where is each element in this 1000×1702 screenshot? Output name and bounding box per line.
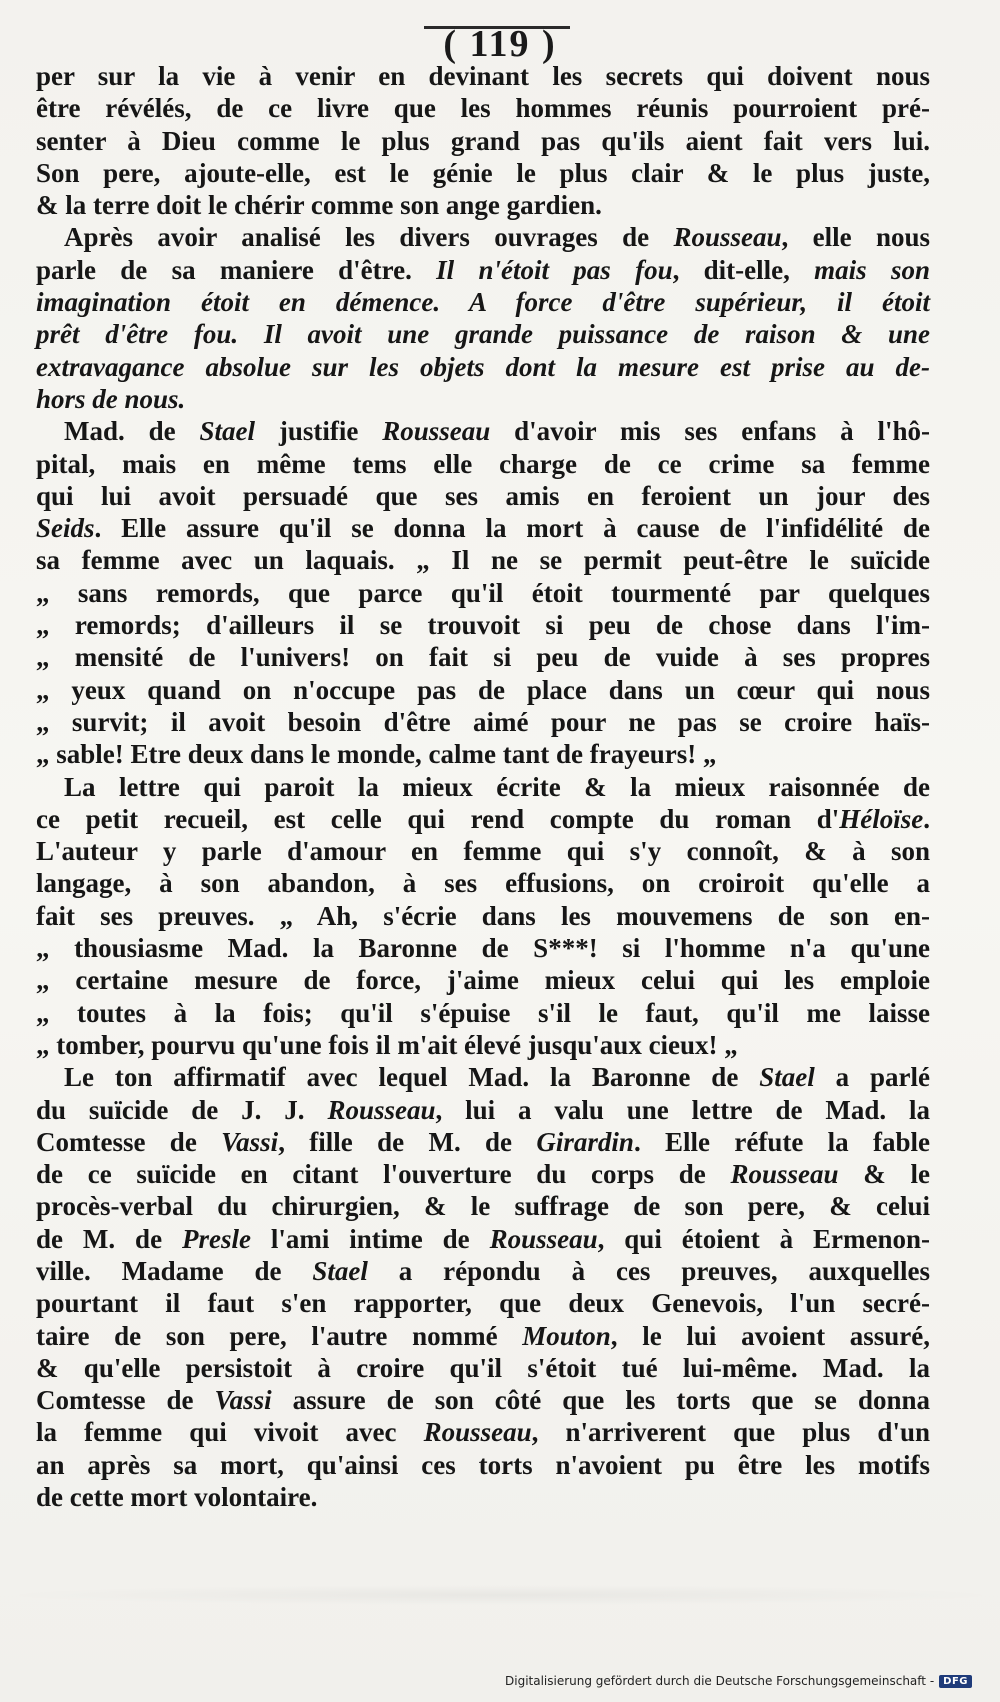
italic-text: Héloïse	[839, 803, 924, 834]
text-line	[36, 254, 930, 286]
text-segment: an après sa mort, qu'ainsi ces torts n'avoient pu être les motifs	[36, 1449, 930, 1480]
scan-smudge	[0, 1585, 1000, 1605]
text-segment: ville. Madame de	[36, 1255, 313, 1286]
text-segment: justifie	[255, 416, 383, 447]
text-line	[36, 1481, 930, 1513]
italic-text: imagination étoit en démence. A force d'être supérieur, il étoit	[36, 287, 930, 318]
italic-text: Stael	[312, 1255, 368, 1286]
text-segment: , n'arriverent que plus d'un	[531, 1417, 930, 1448]
text-line	[36, 286, 930, 318]
text-segment: procès-verbal du chirurgien, & le suffrage de son pere, & celui	[36, 1191, 930, 1222]
text-line	[36, 480, 930, 512]
text-segment: , lui a valu une lettre de Mad. la	[435, 1094, 930, 1125]
italic-text: Presle	[181, 1223, 251, 1254]
italic-text: Seids	[36, 513, 95, 544]
text-line	[36, 1190, 930, 1222]
italic-text: hors de nous.	[36, 383, 186, 414]
text-segment: La lettre qui paroit la mieux écrite & la mieux raisonnée de	[64, 771, 930, 802]
italic-text: Vassi	[214, 1385, 272, 1416]
text-line	[36, 997, 930, 1029]
italic-text: Mouton	[522, 1320, 611, 1351]
text-segment: de cette mort volontaire.	[36, 1482, 318, 1513]
page-number: ( 119 )	[443, 23, 557, 65]
text-segment: a parlé	[814, 1062, 930, 1093]
text-segment: Le ton affirmatif avec lequel Mad. la Baronne de	[64, 1062, 760, 1093]
text-segment: per sur la vie à venir en devinant les secrets qui doivent nous	[36, 61, 930, 91]
italic-text: Rousseau	[423, 1417, 532, 1448]
text-line	[36, 415, 930, 447]
text-line	[36, 318, 930, 350]
text-segment: a répondu à ces preuves, auxquelles	[367, 1255, 930, 1286]
text-line	[36, 674, 930, 706]
text-segment: parle de sa maniere d'être.	[36, 254, 437, 285]
text-line	[36, 803, 930, 835]
italic-text: Stael	[199, 416, 255, 447]
text-segment: être révélés, de ce livre que les hommes réunis pourroient pré-	[36, 93, 930, 124]
text-line	[36, 1094, 930, 1126]
text-line	[36, 771, 930, 803]
text-segment: „ remords; d'ailleurs il se trouvoit si peu de chose dans l'im-	[36, 610, 930, 641]
text-line	[36, 448, 930, 480]
text-line	[36, 900, 930, 932]
text-line	[36, 351, 930, 383]
text-line	[36, 512, 930, 544]
italic-text: Stael	[759, 1062, 815, 1093]
text-segment: Comtesse de	[36, 1385, 215, 1416]
text-segment: Mad. de	[64, 416, 200, 447]
text-line	[36, 189, 930, 221]
text-segment: & le	[838, 1159, 930, 1190]
text-line	[36, 1320, 930, 1352]
text-segment: l'ami intime de	[250, 1223, 490, 1254]
italic-text: Vassi	[221, 1126, 279, 1157]
text-segment: & qu'elle persistoit à croire qu'il s'étoit tué lui-même. Mad. la	[36, 1352, 930, 1383]
italic-text: Rousseau	[489, 1223, 598, 1254]
text-segment: Après avoir analisé les divers ouvrages de	[64, 222, 674, 253]
digitization-footer	[505, 1674, 972, 1688]
text-segment: , qui étoient à Ermenon-	[597, 1223, 931, 1254]
text-line	[36, 641, 930, 673]
text-segment: „ sable! Etre deux dans le monde, calme tant de frayeurs! „	[36, 739, 717, 770]
text-segment: pital, mais en même tems elle charge de ce crime sa femme	[36, 448, 930, 479]
text-segment: la femme qui vivoit avec	[36, 1417, 424, 1448]
text-segment: L'auteur y parle d'amour en femme qui s'y connoît, & à son	[36, 836, 930, 867]
text-segment: , dit-elle,	[672, 254, 815, 285]
text-segment: sa femme avec un laquais. „ Il ne se permit peut-être le suïcide	[36, 545, 930, 576]
text-line	[36, 1384, 930, 1416]
text-line	[36, 1029, 930, 1061]
text-line	[36, 60, 930, 92]
dfg-logo-icon: DFG	[939, 1675, 972, 1688]
text-segment: de ce suïcide en citant l'ouverture du corps de	[36, 1159, 731, 1190]
text-segment: assure de son côté que les torts que se donna	[271, 1385, 931, 1416]
text-line	[36, 157, 930, 189]
text-segment: & la terre doit le chérir comme son ange gardien.	[36, 190, 602, 221]
text-line	[36, 1255, 930, 1287]
text-segment: „ sans remords, que parce qu'il étoit tourmenté par quelques	[36, 577, 930, 608]
text-line	[36, 932, 930, 964]
italic-text: Rousseau	[730, 1159, 839, 1190]
text-segment: „ tomber, pourvu qu'une fois il m'ait élevé jusqu'aux cieux! „	[36, 1029, 738, 1060]
text-segment: Comtesse de	[36, 1126, 222, 1157]
text-segment: „ toutes à la fois; qu'il s'épuise s'il le faut, qu'il me laisse	[36, 997, 930, 1028]
text-line	[36, 738, 930, 770]
italic-text: Girardin	[536, 1126, 634, 1157]
text-line	[36, 1287, 930, 1319]
text-segment: . Elle réfute la fable	[633, 1126, 930, 1157]
text-line	[36, 221, 930, 253]
text-segment: taire de son pere, l'autre nommé	[36, 1320, 523, 1351]
text-line	[36, 609, 930, 641]
text-line	[36, 706, 930, 738]
text-line	[36, 1449, 930, 1481]
text-segment: . Elle assure qu'il se donna la mort à cause de l'infidélité de	[94, 513, 930, 544]
italic-text: mais son	[814, 254, 930, 285]
italic-text: Rousseau	[327, 1094, 436, 1125]
text-segment: „ certaine mesure de force, j'aime mieux celui qui les emploie	[36, 965, 930, 996]
text-line	[36, 1061, 930, 1093]
text-line	[36, 125, 930, 157]
text-segment: ce petit recueil, est celle qui rend compte du roman d'	[36, 803, 840, 834]
italic-text: Il n'étoit pas fou	[436, 254, 673, 285]
italic-text: Rousseau	[673, 222, 782, 253]
text-segment: „ mensité de l'univers! on fait si peu de vuide à ses propres	[36, 642, 930, 673]
text-segment: langage, à son abandon, à ses effusions, on croiroit qu'elle a	[36, 868, 930, 899]
text-line	[36, 1416, 930, 1448]
text-segment: senter à Dieu comme le plus grand pas qu'ils aient fait vers lui.	[36, 125, 930, 156]
text-line	[36, 1158, 930, 1190]
body-text	[36, 60, 930, 1513]
italic-text: prêt d'être fou. Il avoit une grande puissance de raison & une	[36, 319, 930, 350]
text-line	[36, 867, 930, 899]
italic-text: Rousseau	[382, 416, 491, 447]
text-segment: Son pere, ajoute-elle, est le génie le plus clair & le plus juste,	[36, 157, 930, 188]
text-segment: fait ses preuves. „ Ah, s'écrie dans les mouvemens de son en-	[36, 900, 930, 931]
text-segment: „ thousiasme Mad. la Baronne de S***! si l'homme n'a qu'une	[36, 933, 930, 964]
italic-text: extravagance absolue sur les objets dont la mesure est prise au de-	[36, 351, 930, 382]
text-segment: .	[923, 803, 930, 834]
text-line	[36, 1352, 930, 1384]
text-line	[36, 544, 930, 576]
text-segment: du suïcide de J. J.	[36, 1094, 328, 1125]
text-segment: , elle nous	[781, 222, 930, 253]
text-line	[36, 577, 930, 609]
text-segment: de M. de	[36, 1223, 182, 1254]
text-line	[36, 964, 930, 996]
text-segment: , fille de M. de	[278, 1126, 537, 1157]
text-segment: pourtant il faut s'en rapporter, que deux Genevois, l'un secré-	[36, 1288, 930, 1319]
text-line	[36, 1223, 930, 1255]
text-line	[36, 383, 930, 415]
footer-text: Digitalisierung gefördert durch die Deutsche Forschungsgemeinschaft -	[505, 1674, 935, 1688]
text-line	[36, 92, 930, 124]
text-segment: d'avoir mis ses enfans à l'hô-	[490, 416, 930, 447]
text-line	[36, 835, 930, 867]
text-segment: , le lui avoient assuré,	[610, 1320, 930, 1351]
text-segment: „ survit; il avoit besoin d'être aimé pour ne pas se croire haïs-	[36, 706, 930, 737]
text-segment: qui lui avoit persuadé que ses amis en feroient un jour des	[36, 480, 930, 511]
text-segment: „ yeux quand on n'occupe pas de place dans un cœur qui nous	[36, 674, 930, 705]
text-line	[36, 1126, 930, 1158]
